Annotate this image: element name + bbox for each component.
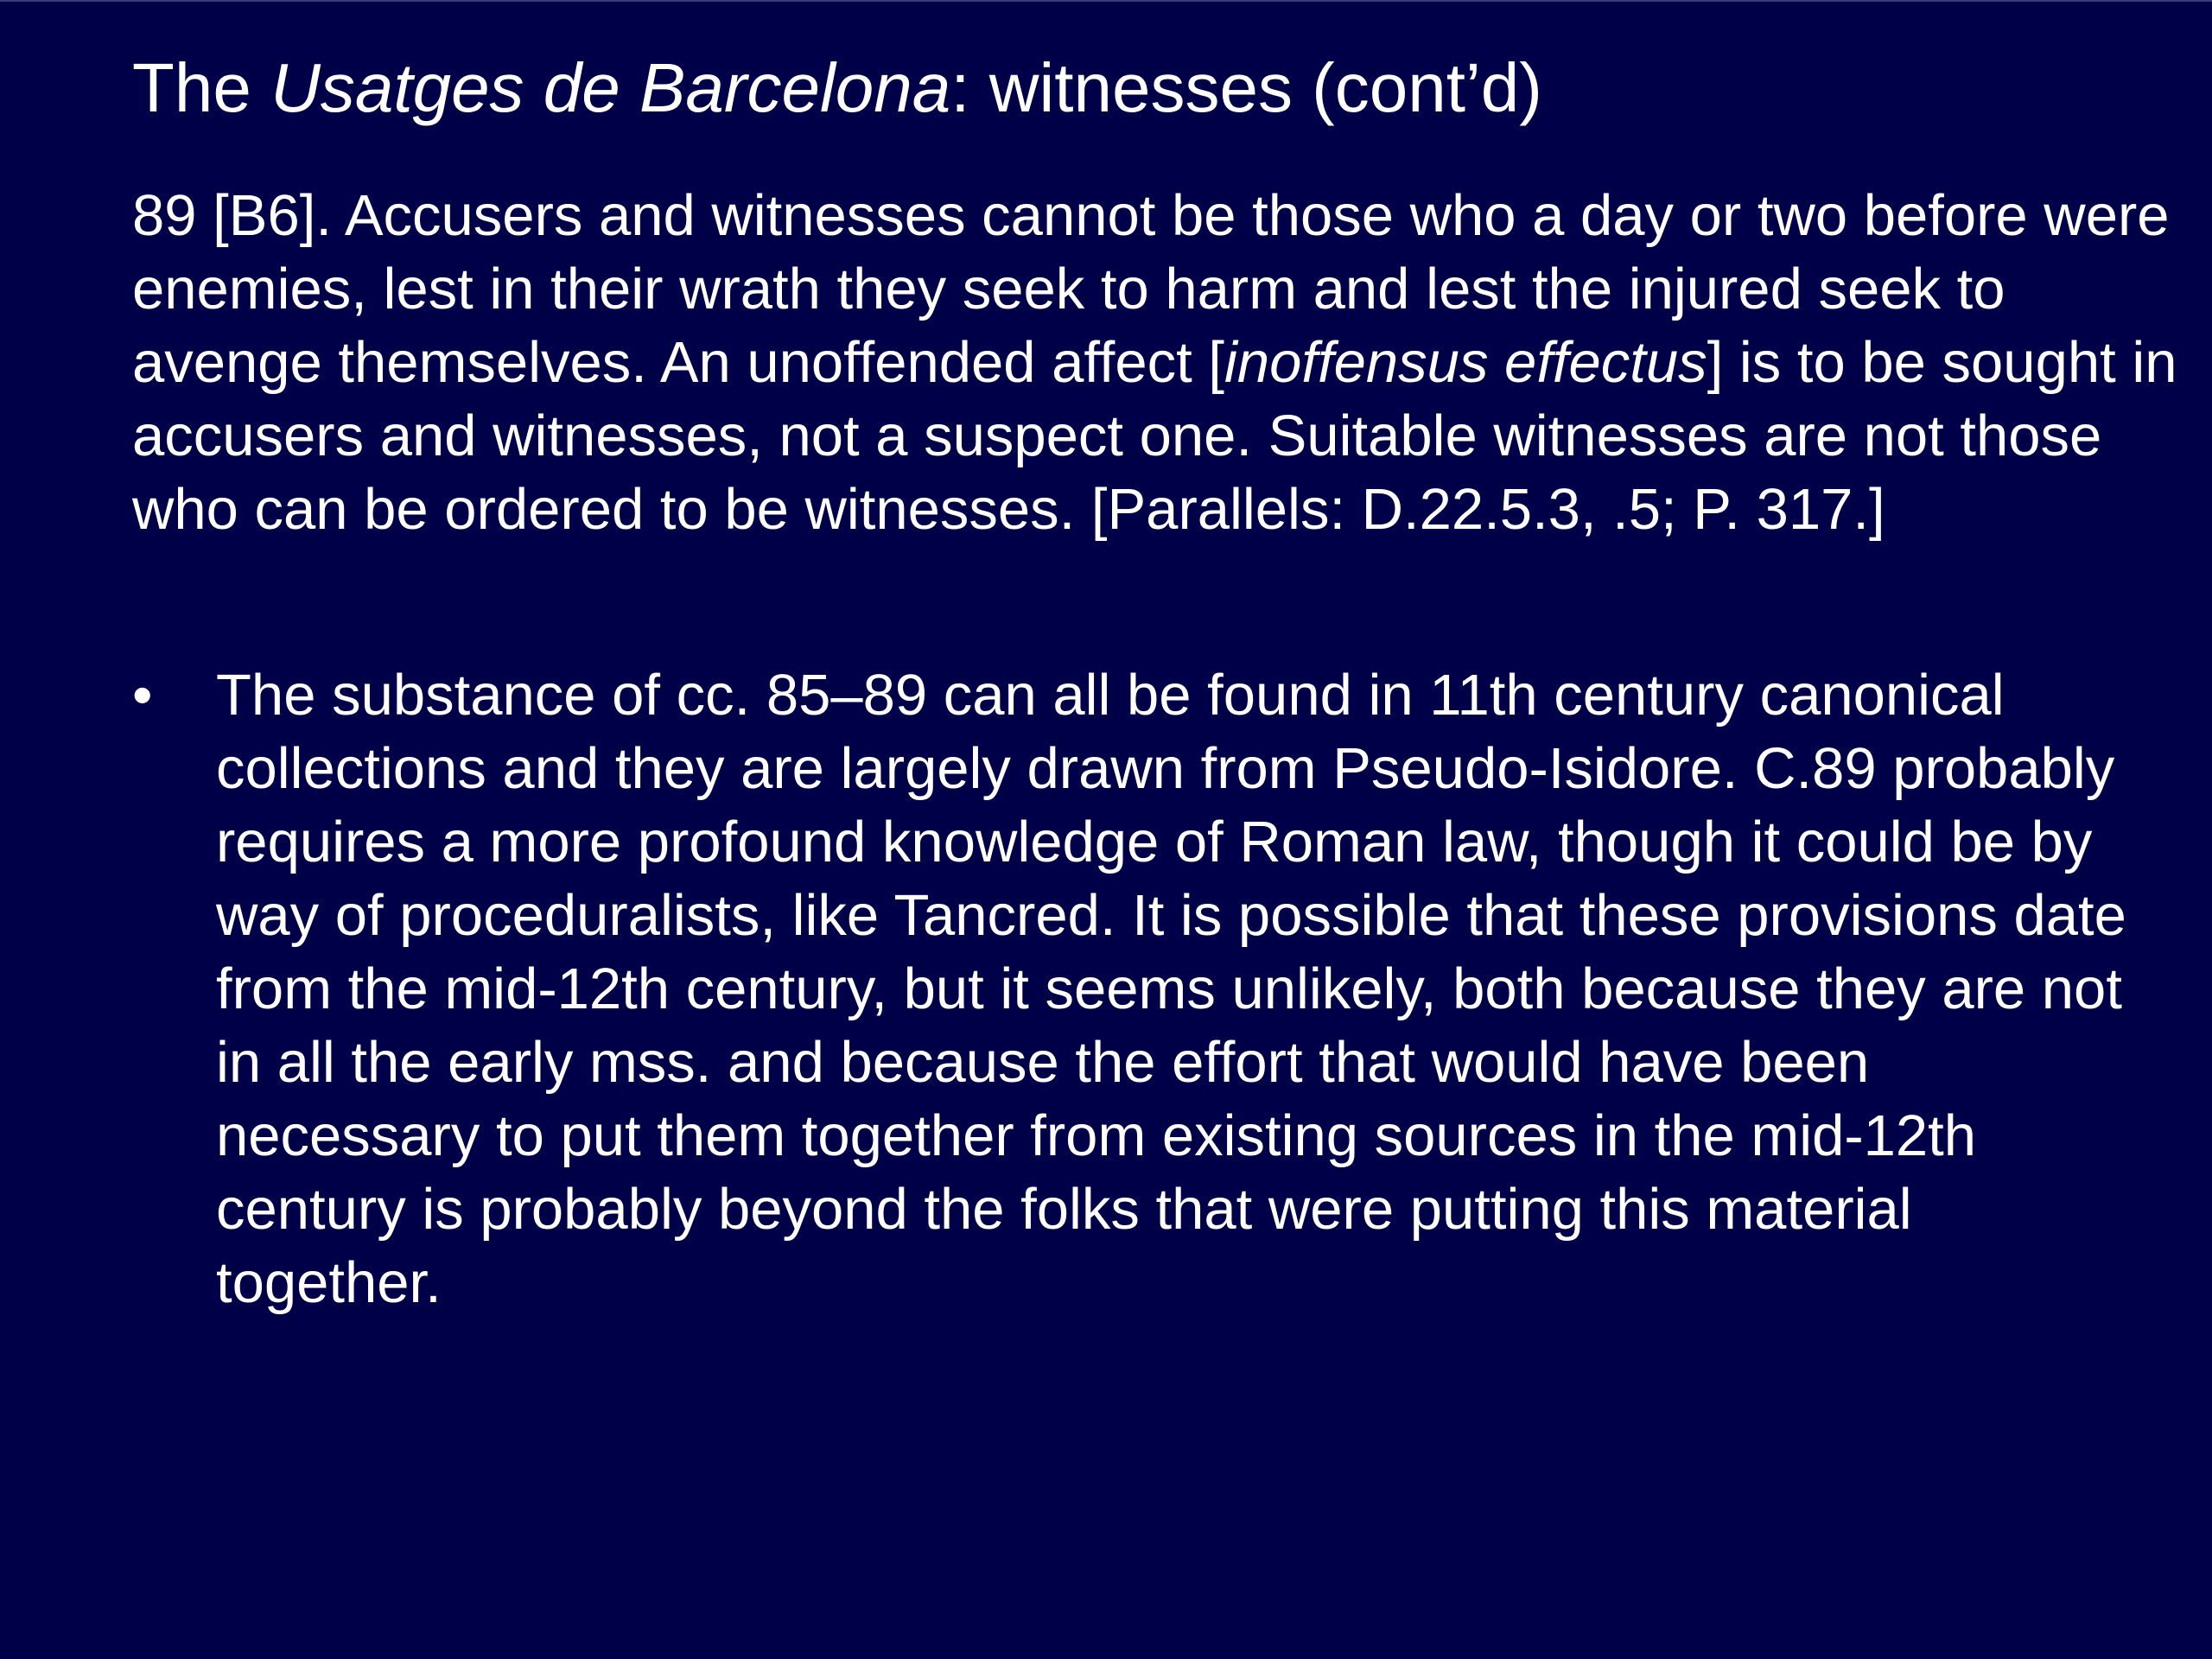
title-prefix: The xyxy=(132,49,271,126)
title-italic-work: Usatges de Barcelona xyxy=(270,49,951,126)
quoted-paragraph xyxy=(132,179,2189,546)
title-suffix: : witnesses (cont’d) xyxy=(950,49,1542,126)
bullet-text: The substance of cc. 85–89 can all be found in 11th century canonical collections and they are largely drawn from Pseudo-Isidore. C.89 probably requires a more profound knowledge of Roman law, though it could be by way of proceduralists, like Tancred. It is possible that these provisions date from the mid-12th century, but it seems unlikely, both because they are not in all the early mss. and because the effort that would have been necessary to put them together from existing sources in the mid-12th century is probably beyond the folks that were putting this material together. xyxy=(216,663,2126,1315)
paragraph-text-end: ] is to be sought in accusers and witnesses, not a suspect one. Suitable witnesses are not those who can be ordered to be witnesses. [Parallels: D.22.5.3, .5; P. 317.] xyxy=(132,330,2177,542)
slide-title xyxy=(132,47,1542,130)
bullet-list xyxy=(132,658,2145,1319)
bullet-item xyxy=(132,658,2145,1319)
bullet-icon: • xyxy=(132,663,153,728)
paragraph-italic-term: inoffensus effectus xyxy=(1224,330,1707,395)
paragraph-text-start: 89 [B6]. Accusers and witnesses cannot be those who a day or two before were enemies, lest in their wrath they seek to harm and lest the injured seek to avenge themselves. An unoffended affect [ xyxy=(132,183,2170,395)
